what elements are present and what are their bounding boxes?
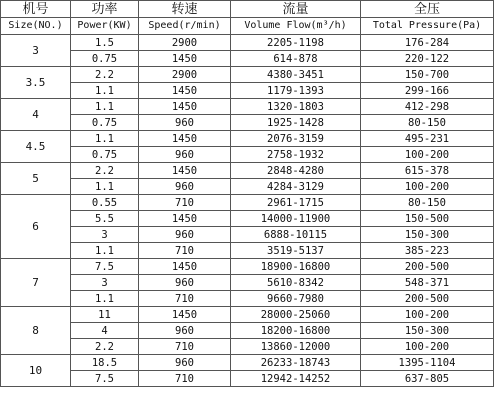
size-cell: 6 xyxy=(1,195,71,259)
speed-cell: 960 xyxy=(139,147,231,163)
speed-cell: 1450 xyxy=(139,163,231,179)
power-cell: 0.55 xyxy=(71,195,139,211)
speed-cell: 1450 xyxy=(139,259,231,275)
table-row xyxy=(1,99,494,115)
pressure-cell: 299-166 xyxy=(361,83,494,99)
power-cell: 7.5 xyxy=(71,259,139,275)
flow-cell: 2848-4280 xyxy=(231,163,361,179)
size-cell: 4.5 xyxy=(1,131,71,163)
pressure-cell: 548-371 xyxy=(361,275,494,291)
pressure-cell: 150-700 xyxy=(361,67,494,83)
pressure-cell: 412-298 xyxy=(361,99,494,115)
flow-cell: 614-878 xyxy=(231,51,361,67)
flow-cell: 18200-16800 xyxy=(231,323,361,339)
flow-cell: 13860-12000 xyxy=(231,339,361,355)
speed-cell: 1450 xyxy=(139,211,231,227)
power-cell: 3 xyxy=(71,275,139,291)
speed-cell: 1450 xyxy=(139,131,231,147)
speed-cell: 710 xyxy=(139,291,231,307)
flow-cell: 3519-5137 xyxy=(231,243,361,259)
power-cell: 0.75 xyxy=(71,147,139,163)
table-row xyxy=(1,307,494,323)
flow-cell: 14000-11900 xyxy=(231,211,361,227)
pressure-cell: 100-200 xyxy=(361,147,494,163)
header-power-cn: 功率 xyxy=(71,1,139,18)
header-speed-cn: 转速 xyxy=(139,1,231,18)
table-row xyxy=(1,339,494,355)
power-cell: 18.5 xyxy=(71,355,139,371)
flow-cell: 4284-3129 xyxy=(231,179,361,195)
size-cell: 3 xyxy=(1,35,71,67)
table-row xyxy=(1,35,494,51)
flow-cell: 2076-3159 xyxy=(231,131,361,147)
size-cell: 8 xyxy=(1,307,71,355)
size-cell: 4 xyxy=(1,99,71,131)
pressure-cell: 220-122 xyxy=(361,51,494,67)
table-row xyxy=(1,179,494,195)
power-cell: 11 xyxy=(71,307,139,323)
table-row xyxy=(1,83,494,99)
speed-cell: 960 xyxy=(139,355,231,371)
flow-cell: 28000-25060 xyxy=(231,307,361,323)
table-row xyxy=(1,355,494,371)
flow-cell: 18900-16800 xyxy=(231,259,361,275)
flow-cell: 1320-1803 xyxy=(231,99,361,115)
header-flow-en: Volume Flow(m³/h) xyxy=(231,18,361,35)
power-cell: 1.1 xyxy=(71,291,139,307)
pressure-cell: 385-223 xyxy=(361,243,494,259)
flow-cell: 5610-8342 xyxy=(231,275,361,291)
speed-cell: 710 xyxy=(139,339,231,355)
power-cell: 3 xyxy=(71,227,139,243)
speed-cell: 710 xyxy=(139,243,231,259)
table-row xyxy=(1,163,494,179)
size-cell: 10 xyxy=(1,355,71,387)
speed-cell: 2900 xyxy=(139,35,231,51)
header-size-en: Size(NO.) xyxy=(1,18,71,35)
flow-cell: 6888-10115 xyxy=(231,227,361,243)
header-size-cn: 机号 xyxy=(1,1,71,18)
table-row xyxy=(1,147,494,163)
power-cell: 5.5 xyxy=(71,211,139,227)
power-cell: 0.75 xyxy=(71,115,139,131)
table-row xyxy=(1,291,494,307)
speed-cell: 710 xyxy=(139,371,231,387)
power-cell: 1.1 xyxy=(71,83,139,99)
table-row xyxy=(1,51,494,67)
size-cell: 7 xyxy=(1,259,71,307)
speed-cell: 2900 xyxy=(139,67,231,83)
power-cell: 7.5 xyxy=(71,371,139,387)
table-row xyxy=(1,115,494,131)
table-row xyxy=(1,227,494,243)
pressure-cell: 100-200 xyxy=(361,339,494,355)
flow-cell: 9660-7980 xyxy=(231,291,361,307)
flow-cell: 2205-1198 xyxy=(231,35,361,51)
power-cell: 4 xyxy=(71,323,139,339)
flow-cell: 2961-1715 xyxy=(231,195,361,211)
pressure-cell: 100-200 xyxy=(361,307,494,323)
speed-cell: 1450 xyxy=(139,51,231,67)
power-cell: 2.2 xyxy=(71,67,139,83)
speed-cell: 960 xyxy=(139,115,231,131)
power-cell: 1.1 xyxy=(71,243,139,259)
header-pressure-cn: 全压 xyxy=(361,1,494,18)
power-cell: 2.2 xyxy=(71,339,139,355)
pressure-cell: 100-200 xyxy=(361,179,494,195)
pressure-cell: 80-150 xyxy=(361,115,494,131)
table-row xyxy=(1,67,494,83)
size-cell: 5 xyxy=(1,163,71,195)
pressure-cell: 200-500 xyxy=(361,259,494,275)
pressure-cell: 176-284 xyxy=(361,35,494,51)
speed-cell: 1450 xyxy=(139,99,231,115)
table-row xyxy=(1,323,494,339)
speed-cell: 1450 xyxy=(139,83,231,99)
header-pressure-en: Total Pressure(Pa) xyxy=(361,18,494,35)
pressure-cell: 150-300 xyxy=(361,323,494,339)
header-flow-cn: 流量 xyxy=(231,1,361,18)
power-cell: 1.1 xyxy=(71,179,139,195)
header-row-en xyxy=(1,18,494,35)
pressure-cell: 637-805 xyxy=(361,371,494,387)
speed-cell: 960 xyxy=(139,227,231,243)
flow-cell: 1925-1428 xyxy=(231,115,361,131)
pressure-cell: 150-300 xyxy=(361,227,494,243)
table-body xyxy=(1,35,494,387)
pressure-cell: 150-500 xyxy=(361,211,494,227)
pressure-cell: 1395-1104 xyxy=(361,355,494,371)
power-cell: 2.2 xyxy=(71,163,139,179)
flow-cell: 12942-14252 xyxy=(231,371,361,387)
speed-cell: 960 xyxy=(139,275,231,291)
speed-cell: 1450 xyxy=(139,307,231,323)
pressure-cell: 615-378 xyxy=(361,163,494,179)
header-row-cn xyxy=(1,1,494,18)
speed-cell: 710 xyxy=(139,195,231,211)
table-row xyxy=(1,259,494,275)
pressure-cell: 80-150 xyxy=(361,195,494,211)
speed-cell: 960 xyxy=(139,179,231,195)
flow-cell: 2758-1932 xyxy=(231,147,361,163)
flow-cell: 1179-1393 xyxy=(231,83,361,99)
size-cell: 3.5 xyxy=(1,67,71,99)
header-speed-en: Speed(r/min) xyxy=(139,18,231,35)
pressure-cell: 495-231 xyxy=(361,131,494,147)
table-row xyxy=(1,131,494,147)
table-row xyxy=(1,371,494,387)
power-cell: 1.1 xyxy=(71,131,139,147)
table-row xyxy=(1,211,494,227)
power-cell: 1.1 xyxy=(71,99,139,115)
power-cell: 0.75 xyxy=(71,51,139,67)
speed-cell: 960 xyxy=(139,323,231,339)
table-row xyxy=(1,243,494,259)
table-row xyxy=(1,195,494,211)
table-row xyxy=(1,275,494,291)
flow-cell: 26233-18743 xyxy=(231,355,361,371)
power-cell: 1.5 xyxy=(71,35,139,51)
header-power-en: Power(KW) xyxy=(71,18,139,35)
table-header xyxy=(1,1,494,35)
flow-cell: 4380-3451 xyxy=(231,67,361,83)
pressure-cell: 200-500 xyxy=(361,291,494,307)
